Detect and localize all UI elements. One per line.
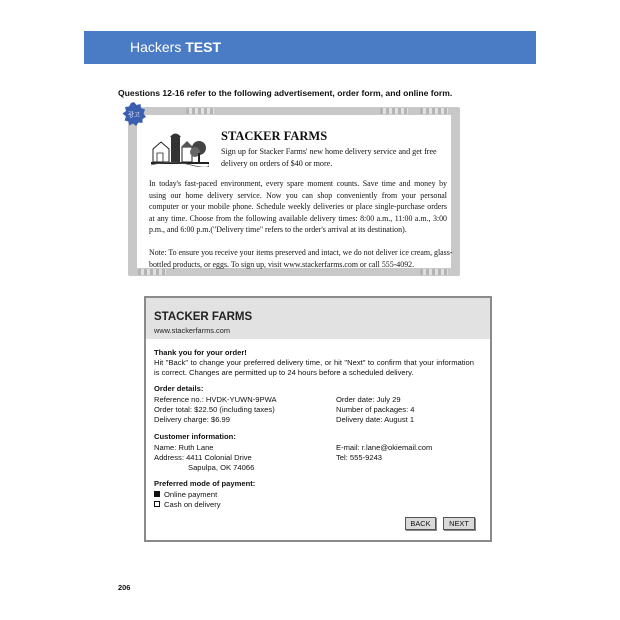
form-header	[146, 298, 490, 339]
header-prefix: Hackers	[130, 39, 182, 55]
ad-badge-icon	[121, 101, 147, 127]
customer-email: E-mail: r.lane@okiemail.com	[336, 443, 433, 452]
unchecked-box-icon[interactable]	[154, 501, 160, 507]
customer-address-line1: Address: 4411 Colonial Drive	[154, 453, 252, 462]
thanks-message: Hit "Back" to change your preferred delivery time, or hit "Next" to confirm that your information is correct. Changes are permitted up to 24 hours before a scheduled delivery.	[154, 358, 474, 377]
payment-option-cash[interactable]	[154, 500, 221, 510]
header-title	[130, 39, 221, 55]
header-strong: TEST	[185, 39, 222, 55]
page-number: 206	[118, 583, 131, 592]
frame-stripe	[186, 108, 214, 114]
order-details-heading: Order details:	[154, 384, 204, 393]
package-count: Number of packages: 4	[336, 405, 415, 414]
reference-number: Reference no.: HVDK-YUWN-9PWA	[154, 395, 277, 404]
payment-cash-label: Cash on delivery	[164, 500, 221, 509]
delivery-date: Delivery date: August 1	[336, 415, 415, 424]
frame-stripe	[380, 108, 408, 114]
order-date: Order date: July 29	[336, 395, 401, 404]
payment-heading: Preferred mode of payment:	[154, 479, 256, 488]
payment-option-online[interactable]	[154, 490, 217, 500]
delivery-charge: Delivery charge: $6.99	[154, 415, 230, 424]
customer-name: Name: Ruth Lane	[154, 443, 214, 452]
payment-online-label: Online payment	[164, 490, 218, 499]
checked-box-icon[interactable]	[154, 491, 160, 497]
form-title: STACKER FARMS	[154, 311, 253, 323]
customer-tel: Tel: 555-9243	[336, 453, 383, 462]
form-url: www.stackerfarms.com	[154, 326, 230, 335]
back-button[interactable]: BACK	[405, 517, 436, 530]
customer-info-heading: Customer information:	[154, 432, 236, 441]
customer-address-line2: Sapulpa, OK 74066	[188, 463, 255, 472]
question-instruction: Questions 12-16 refer to the following advertisement, order form, and online form.	[118, 88, 453, 98]
order-total: Order total: $22.50 (including taxes)	[154, 405, 275, 414]
thanks-heading: Thank you for your order!	[154, 348, 247, 357]
ad-title: STACKER FARMS	[221, 129, 328, 143]
ad-badge-label: 광고	[127, 110, 141, 119]
ad-content	[137, 115, 451, 268]
ad-subtitle: Sign up for Stacker Farms' new home delivery service and get free delivery on orders of $40 or more.	[221, 147, 437, 168]
farm-illustration-icon	[151, 129, 209, 167]
ad-body: In today's fast-paced environment, every spare moment counts. Save time and money by using our home delivery service. Now you can shop conveniently from your personal computer or your mobile phone. Schedule weekly deliveries or place single-purchase orders at any time. Choose from the following available delivery times: 8:00 a.m., 11:00 a.m., 3:00 p.m., and 6:00 p.m.("Delivery time" refers to the order's arrival at its destination).	[149, 179, 447, 235]
order-confirmation-form	[144, 296, 492, 542]
frame-stripe	[420, 108, 448, 114]
advertisement	[128, 107, 460, 276]
next-button[interactable]: NEXT	[443, 517, 475, 530]
ad-note: Note: To ensure you receive your items preserved and intact, we do not deliver ice cream, glass-bottled products, or eggs. To sign up, visit www.stackerfarms.com or call 555-4092.	[149, 248, 453, 269]
page-header	[84, 31, 536, 64]
